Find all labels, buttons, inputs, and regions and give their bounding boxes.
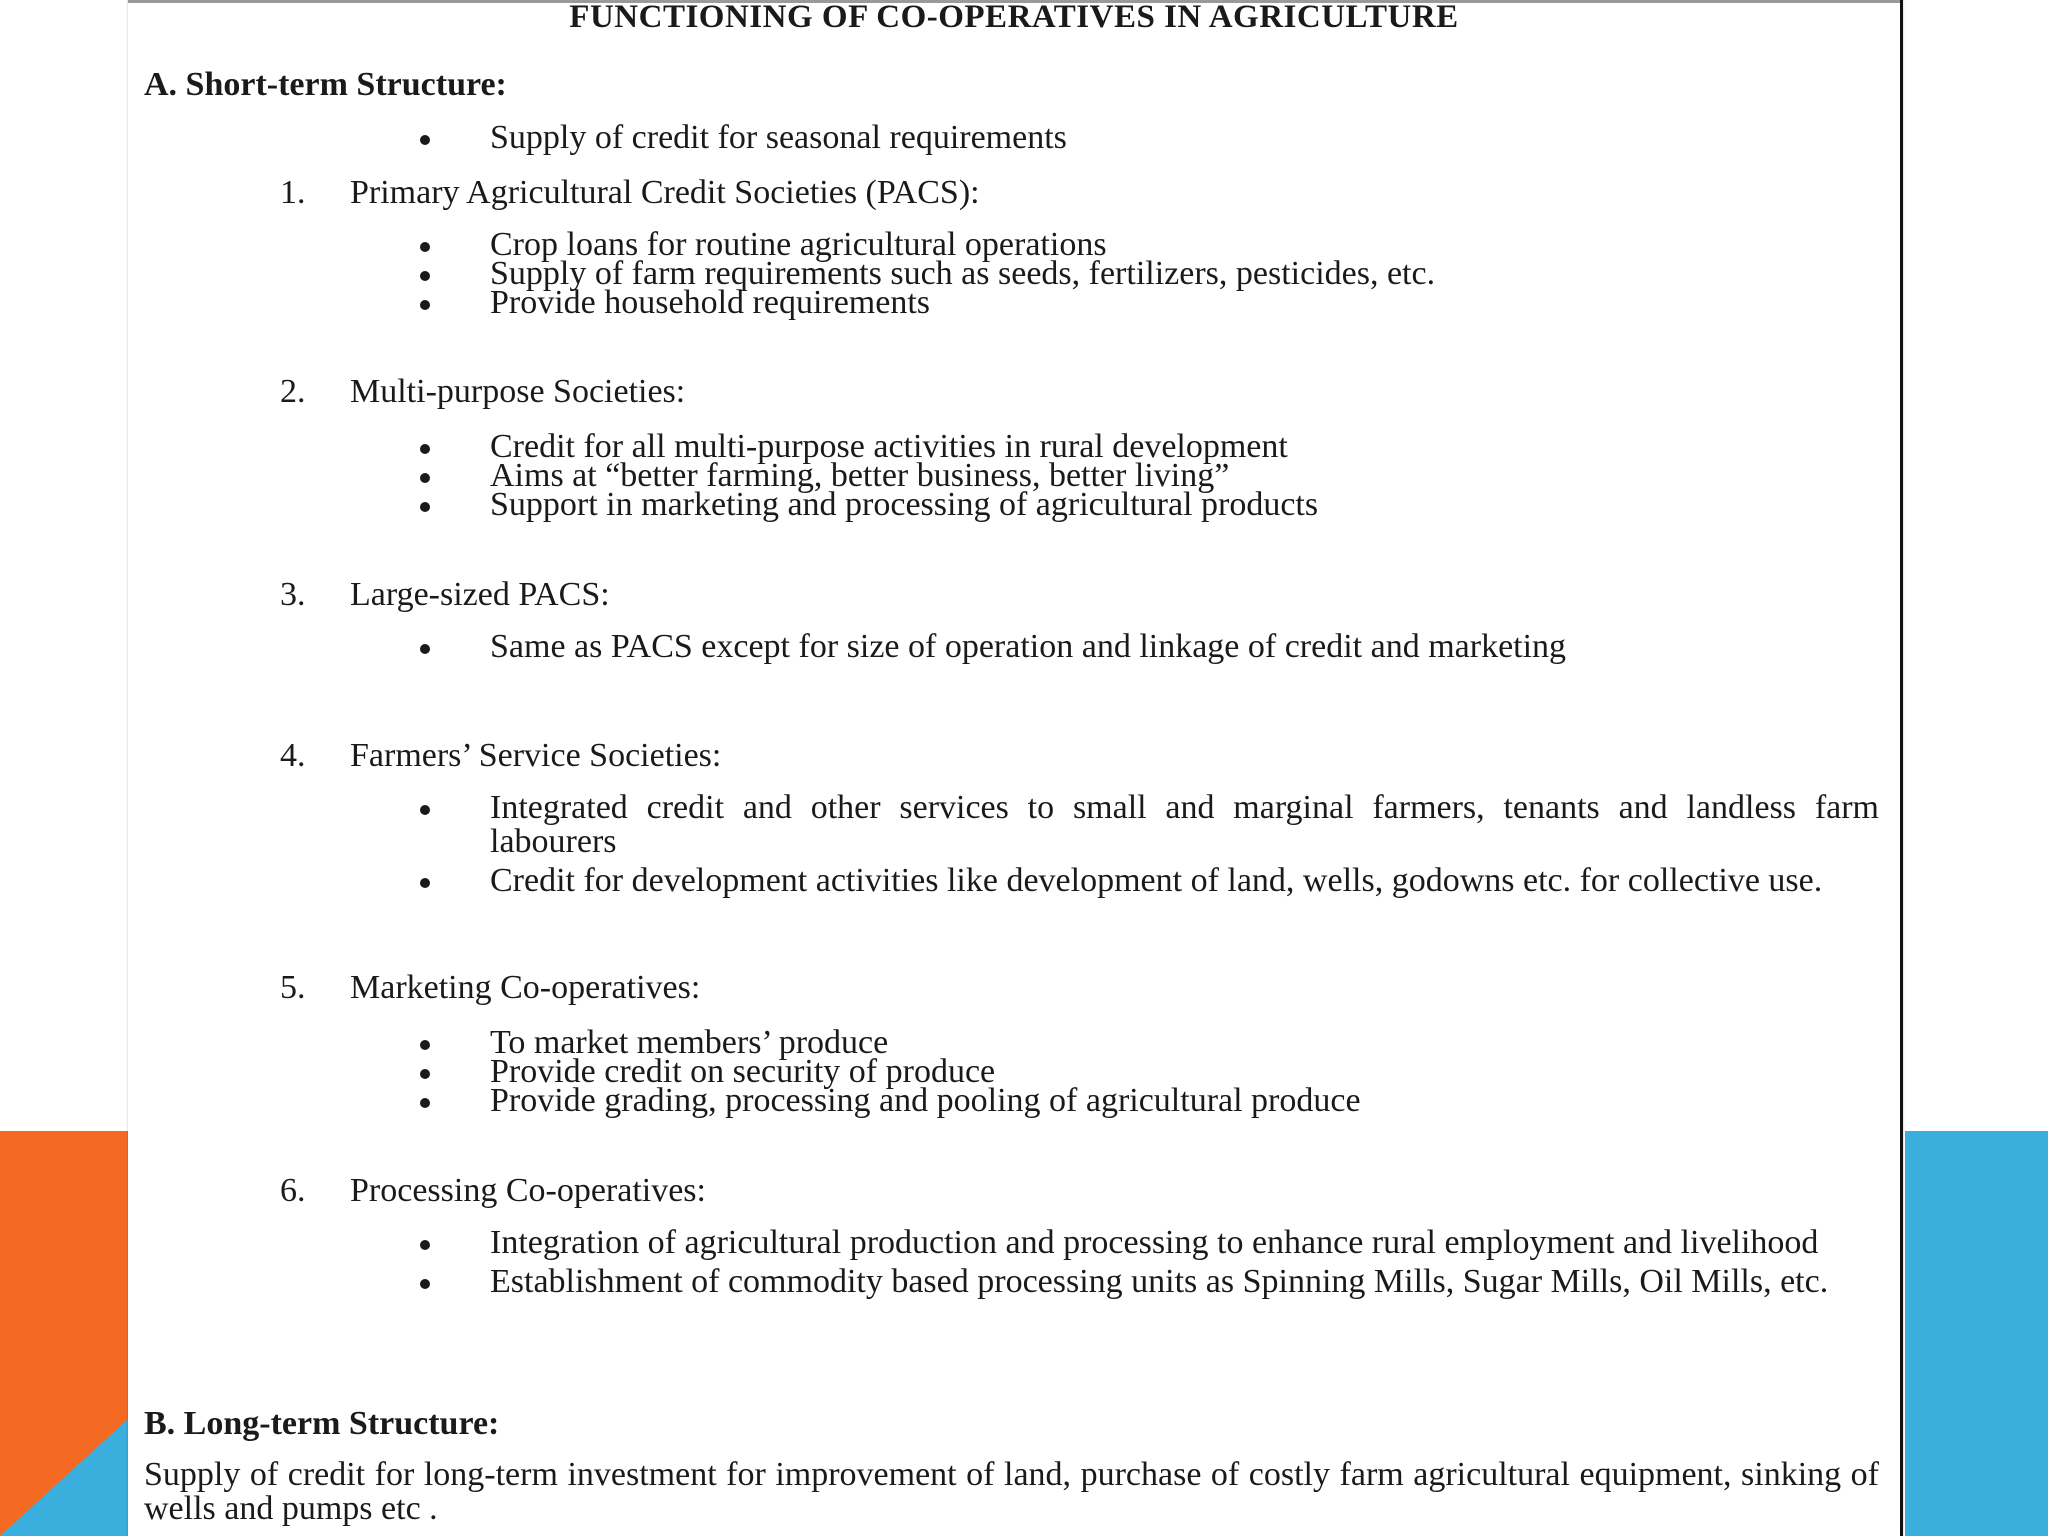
bullet-icon (420, 878, 430, 888)
item-5-bullets (420, 1026, 1879, 1123)
list-item: Provide credit on security of produce (420, 1055, 1879, 1089)
list-item: Integration of agricultural production and processing to enhance rural employment and livelihood (420, 1226, 1879, 1260)
section-b-heading: B. Long-term Structure: (144, 1405, 500, 1442)
list-item: Supply of credit for seasonal requirements (420, 121, 1879, 155)
item-2-bullets (420, 430, 1879, 527)
item-6-bullets (420, 1226, 1879, 1304)
bullet-icon (420, 444, 430, 454)
item-6-heading: 6. Processing Co-operatives: (280, 1172, 706, 1209)
bullet-icon (420, 473, 430, 483)
item-1-bullets (420, 228, 1879, 325)
blue-corner-block (1905, 1131, 2048, 1536)
list-item: Credit for development activities like development of land, wells, godowns etc. for collective use. (420, 864, 1879, 898)
section-a-intro-list (420, 121, 1879, 160)
bullet-icon (420, 1279, 430, 1289)
section-a-heading: A. Short-term Structure: (144, 66, 507, 103)
section-b-text: Supply of credit for long-term investment for improvement of land, purchase of costly farm agricultural equipment, sinking of wells and pumps etc . (144, 1456, 1879, 1527)
list-item: To market members’ produce (420, 1026, 1879, 1060)
list-item: Integrated credit and other services to small and marginal farmers, tenants and landless farm labourers (420, 791, 1879, 859)
page-title: FUNCTIONING OF CO-OPERATIVES IN AGRICULTURE (128, 0, 1900, 31)
document-page (128, 0, 1903, 1536)
list-item: Credit for all multi-purpose activities in rural development (420, 430, 1879, 464)
bullet-icon (420, 1069, 430, 1079)
bullet-icon (420, 805, 430, 815)
item-5-heading: 5. Marketing Co-operatives: (280, 969, 701, 1006)
list-item: Supply of farm requirements such as seeds, fertilizers, pesticides, etc. (420, 257, 1879, 291)
bullet-icon (420, 1098, 430, 1108)
item-3-heading: 3. Large-sized PACS: (280, 576, 610, 613)
list-item: Aims at “better farming, better business, better living” (420, 459, 1879, 493)
bullet-icon (420, 644, 430, 654)
list-item: Crop loans for routine agricultural operations (420, 228, 1879, 262)
list-item: Support in marketing and processing of agricultural products (420, 488, 1879, 522)
bullet-icon (420, 271, 430, 281)
item-4-bullets (420, 791, 1879, 903)
item-2-heading: 2. Multi-purpose Societies: (280, 373, 686, 410)
bullet-icon (420, 1040, 430, 1050)
item-3-bullets (420, 630, 1879, 669)
bullet-icon (420, 242, 430, 252)
item-1-heading: 1. Primary Agricultural Credit Societies (PACS): (280, 174, 980, 211)
list-item: Provide grading, processing and pooling of agricultural produce (420, 1084, 1879, 1118)
list-item: Provide household requirements (420, 286, 1879, 320)
list-item: Establishment of commodity based processing units as Spinning Mills, Sugar Mills, Oil Mills, etc. (420, 1265, 1879, 1299)
bullet-icon (420, 300, 430, 310)
bullet-icon (420, 135, 430, 145)
bullet-icon (420, 502, 430, 512)
item-4-heading: 4. Farmers’ Service Societies: (280, 737, 722, 774)
list-item: Same as PACS except for size of operation and linkage of credit and marketing (420, 630, 1879, 664)
bullet-icon (420, 1240, 430, 1250)
